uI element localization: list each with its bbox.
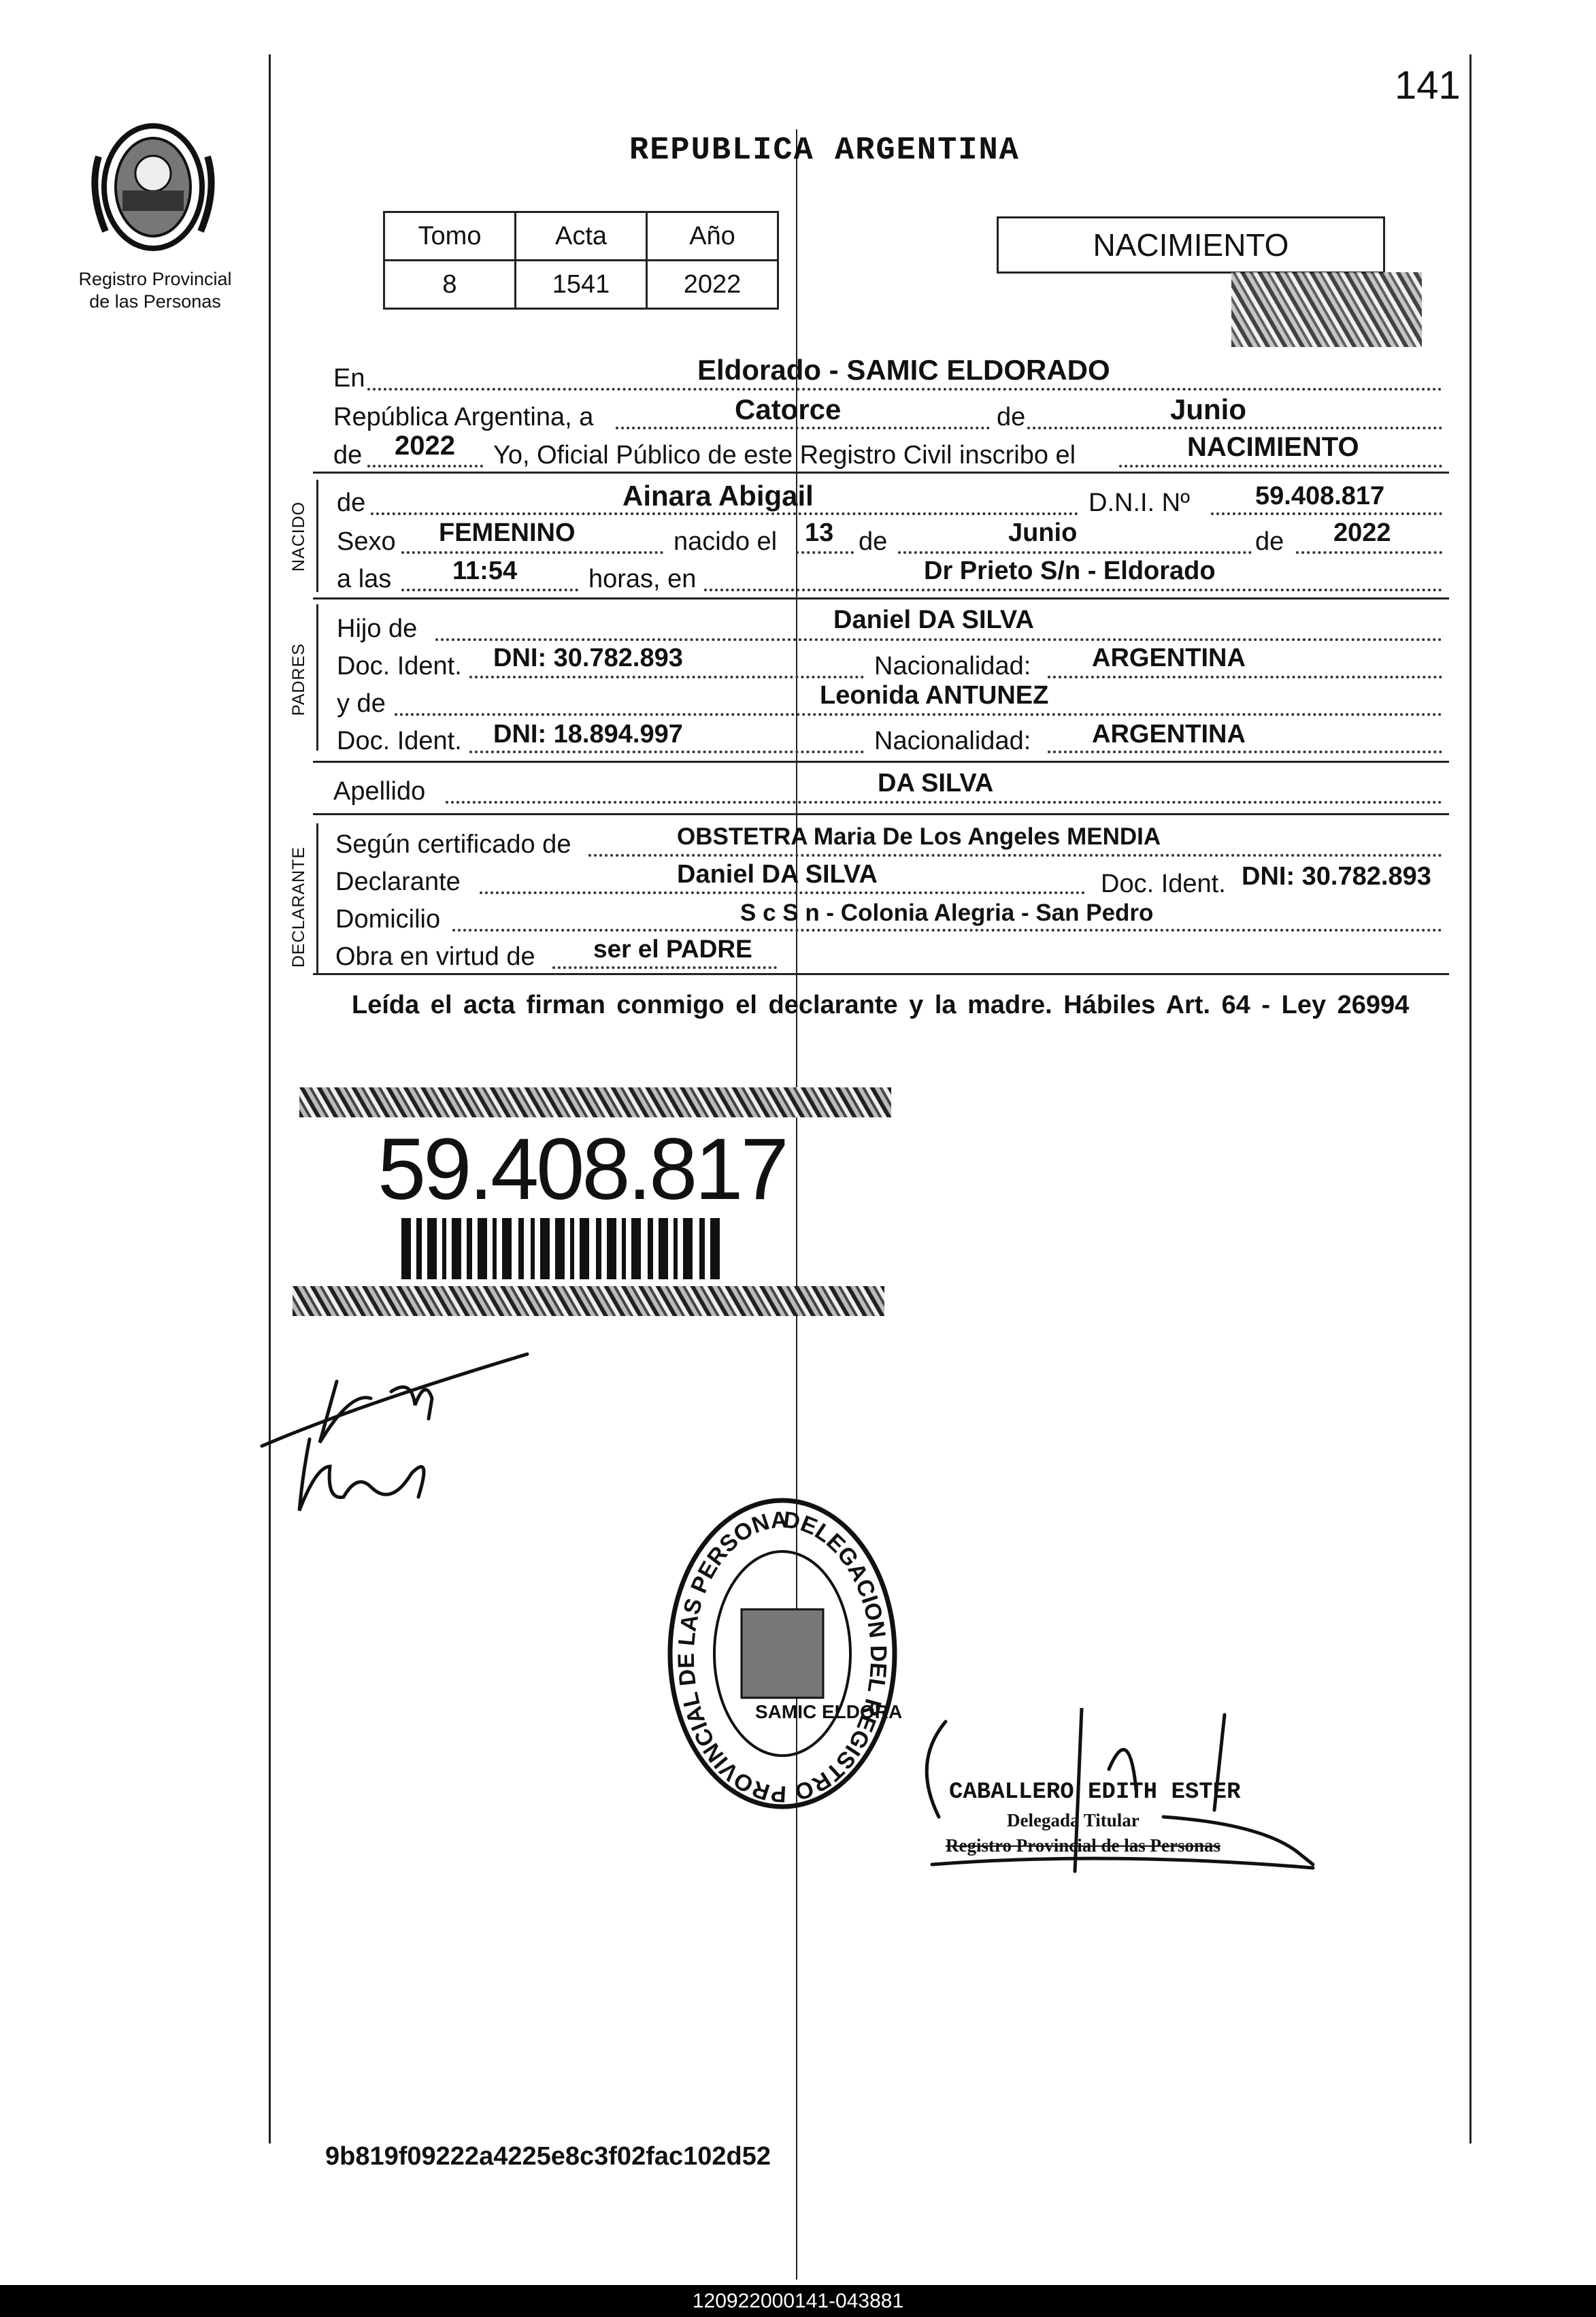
inscribo-label: Yo, Oficial Público de este Registro Civil inscribo el [493,441,1076,470]
de-label: de [1255,527,1284,556]
nacionalidad-label: Nacionalidad: [874,652,1031,680]
obra-en-virtud-label: Obra en virtud de [335,942,535,971]
father-doc-value: DNI: 30.782.893 [493,644,683,672]
page-title: REPUBLICA ARGENTINA [629,133,1020,169]
act-type-value: NACIMIENTO [1187,432,1359,462]
nacido-section-label: NACIDO [289,501,308,572]
mother-doc-value: DNI: 18.894.997 [493,720,683,749]
left-margin-line [269,54,271,2143]
birth-place-value: Dr Prieto S/n - Eldorado [924,557,1216,585]
dotted-line [588,854,1442,857]
dotted-line [367,388,1442,391]
document-type-box [997,216,1385,274]
dotted-line [395,713,1442,716]
dotted-line [1027,427,1442,429]
dotted-line [1211,512,1442,515]
official-role: Delegada Titular [1007,1810,1140,1830]
tomo-acta-ano-table [383,211,779,310]
footer-code: 120922000141-043881 [692,2289,904,2312]
svg-text:DELEGACION DEL REGISTRO PROVIN: DELEGACION DEL REGISTRO PROVINCIAL DE LAS PERSONA [673,1507,892,1807]
security-band-top [299,1087,891,1117]
child-dni-value: 59.408.817 [1255,482,1385,510]
official-name: CABALLERO EDITH ESTER [949,1779,1241,1805]
nacido-bracket [316,480,325,592]
official-seal-stamp [663,1494,901,1813]
apellido-label: Apellido [333,777,426,806]
declarante-section-label: DECLARANTE [289,846,308,968]
province-coat-of-arms-icon [85,116,221,259]
dotted-line [435,638,1442,641]
dotted-line [469,751,864,753]
y-de-label: y de [337,689,386,718]
father-nationality-value: ARGENTINA [1092,644,1246,672]
declarant-doc-value: DNI: 30.782.893 [1242,862,1431,891]
dotted-line [367,465,483,467]
dotted-line [796,551,854,554]
dotted-line [1296,551,1442,554]
de-label: de [337,489,366,517]
section-divider [313,472,1449,474]
padres-section-label: PADRES [289,643,308,716]
dotted-line [446,801,1442,804]
section-divider [313,597,1449,599]
domicilio-label: Domicilio [335,905,441,934]
dni-large-number: 59.408.817 [378,1121,786,1218]
hijo-de-label: Hijo de [337,614,418,643]
address-value: S c S n - Colonia Alegria - San Pedro [740,900,1154,926]
closing-statement: Leída el acta firman conmigo el declarante y la madre. Hábiles Art. 64 - Ley 26994 [352,991,1410,1019]
registry-caption-line-1: Registro Provincial [78,269,232,289]
doc-ident-label: Doc. Ident. [337,652,462,680]
official-organization: Registro Provincial de las Personas [946,1835,1220,1856]
mother-name-value: Leonida ANTUNEZ [820,681,1049,710]
padres-bracket [316,604,325,751]
birth-month-value: Junio [1008,519,1078,547]
section-divider [313,973,1449,975]
dotted-line [1119,465,1442,467]
de-label: de [859,527,888,556]
child-name-value: Ainara Abigail [622,480,814,512]
dotted-line [480,891,1085,894]
dotted-line [1048,676,1442,678]
birth-day-value: 13 [805,519,834,547]
dotted-line [552,966,777,969]
dotted-line [371,512,1078,515]
document-hash: 9b819f09222a4225e8c3f02fac102d52 [325,2142,771,2171]
tomo-header: Tomo [384,212,516,261]
place-value: Eldorado - SAMIC ELDORADO [697,354,1110,386]
father-name-value: Daniel DA SILVA [833,606,1034,634]
page-number: 141 [1395,63,1461,108]
declarant-name-value: Daniel DA SILVA [677,860,878,889]
document-type-label: NACIMIENTO [1093,227,1289,263]
day-value: Catorce [735,393,842,425]
section-divider [313,813,1449,815]
dotted-line [704,589,1442,591]
month-value: Junio [1170,393,1246,425]
sexo-label: Sexo [337,527,396,556]
security-hologram-icon [1231,272,1422,347]
barcode-icon [401,1218,728,1279]
declarante-label: Declarante [335,868,461,896]
doc-ident-label: Doc. Ident. [337,727,462,755]
security-band-bottom [293,1286,884,1316]
dotted-line [401,551,663,554]
nacionalidad-label: Nacionalidad: [874,727,1031,755]
a-las-label: a las [337,565,392,593]
birth-time-value: 11:54 [452,557,518,585]
right-margin-line [1469,54,1472,2143]
sex-value: FEMENINO [439,519,576,547]
dotted-line [401,589,578,591]
de-label: de [333,441,363,470]
certificate-issuer-value: OBSTETRA Maria De Los Angeles MENDIA [677,823,1161,850]
dotted-line [1048,751,1442,753]
tomo-value: 8 [384,261,516,309]
ano-value: 2022 [647,261,778,309]
horas-en-label: horas, en [588,565,697,593]
declarante-bracket [316,823,325,973]
de-label: de [997,403,1026,431]
declarant-signature [255,1351,541,1528]
surname-value: DA SILVA [878,769,994,798]
birth-year-value: 2022 [1333,519,1391,547]
footer-bar [0,2285,1596,2317]
dotted-line [616,427,990,429]
segun-certificado-label: Según certificado de [335,830,571,859]
mother-nationality-value: ARGENTINA [1092,720,1246,749]
dotted-line [898,551,1252,554]
nacido-el-label: nacido el [674,527,778,556]
republica-label: República Argentina, a [333,403,594,431]
ano-header: Año [647,212,778,261]
acta-header: Acta [516,212,647,261]
section-divider [313,761,1449,763]
svg-text:SAMIC ELDORADO: SAMIC ELDORA [755,1701,901,1722]
registry-caption-line-2: de las Personas [89,291,221,312]
dni-label: D.N.I. Nº [1088,489,1190,517]
en-label: En [333,364,365,393]
dotted-line [452,929,1442,932]
dotted-line [469,676,864,678]
acta-value: 1541 [516,261,647,309]
doc-ident-label: Doc. Ident. [1101,870,1226,898]
capacity-value: ser el PADRE [593,935,752,963]
year-value: 2022 [395,431,455,461]
